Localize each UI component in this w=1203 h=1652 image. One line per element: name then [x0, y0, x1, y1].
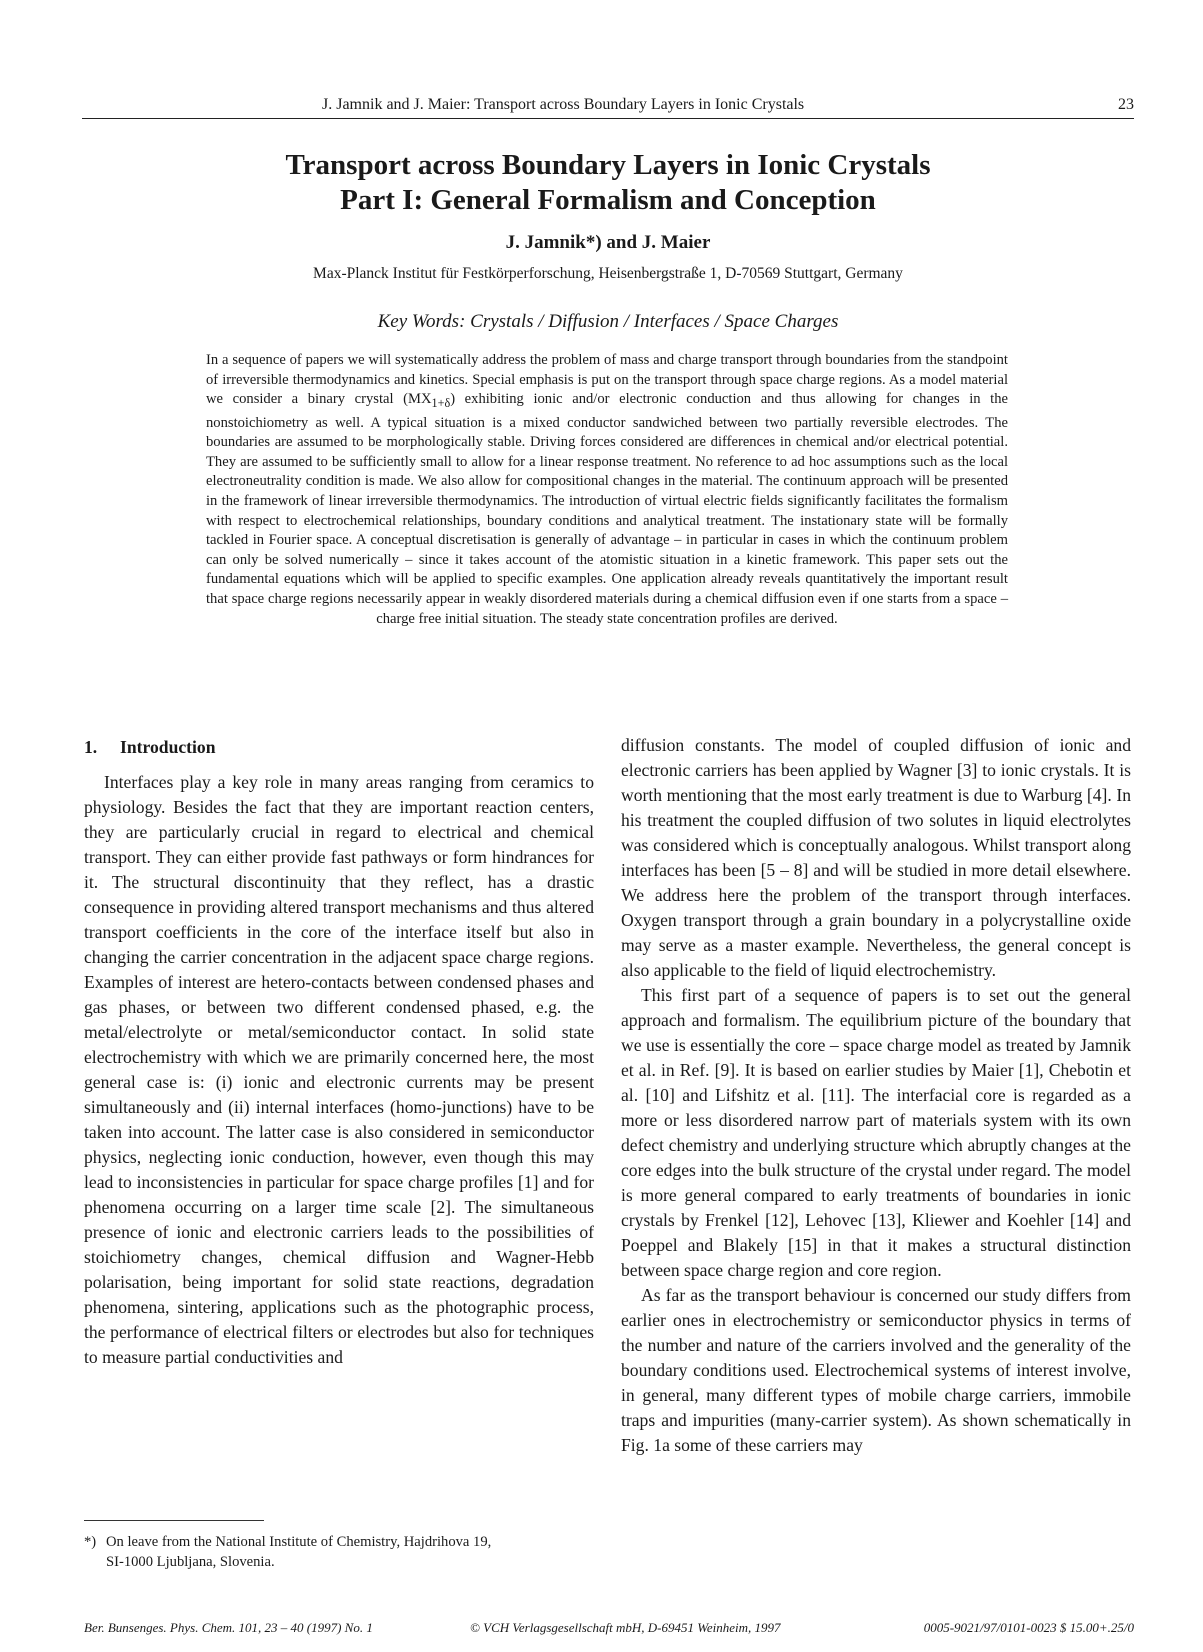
footer-copyright: © VCH Verlagsgesellschaft mbH, D-69451 Weinheim, 1997	[470, 1620, 781, 1635]
right-column	[621, 733, 1131, 1458]
paragraph: diffusion constants. The model of coupled diffusion of ionic and electronic carriers has been applied by Wagner [3] to ionic crystals. It is worth mentioning that the most early treatment is due to Warburg [4]. In his treatment the coupled diffusion of two solutes in liquid electrolytes was considered which is conceptually analogous. Whilst transport along interfaces has been [5 – 8] and will be studied in more detail elsewhere. We address here the problem of the transport through interfaces. Oxygen transport through a grain boundary in a polycrystalline oxide may serve as a master example. Nevertheless, the general concept is also applicable to the field of liquid electrochemistry.	[621, 735, 1131, 980]
running-head-text: J. Jamnik and J. Maier: Transport across Boundary Layers in Ionic Crystals	[322, 96, 805, 113]
paper-title	[82, 148, 1134, 218]
title-line-2: Part I: General Formalism and Conception	[340, 184, 876, 216]
paragraph: Interfaces play a key role in many areas ranging from ceramics to physiology. Besides the fact that they are important reaction centers, they are particularly crucial in regard to electrical and chemical transport. They can either provide fast pathways or form hindrances for it. The structural discontinuity that they reflect, has a drastic consequence in providing altered transport mechanisms and thus altered transport coefficients in the core of the interface itself but also in changing the carrier concentration in the adjacent space charge regions. Examples of interest are hetero-contacts between condensed phases and gas phases, or between two different condensed phased, e.g. the metal/electrolyte or metal/semiconductor contact. In solid state electrochemistry with which we are primarily concerned here, the most general case is: (i) ionic and electronic currents may be present simultaneously and (ii) internal interfaces (homo-junctions) have to be taken into account. The latter case is also considered in semiconductor physics, neglecting ionic conduction, however, even though this may lead to inconsistencies in particular for space charge profiles [1] and for phenomena occurring on a larger time scale [2]. The simultaneous presence of ionic and electronic carriers leads to the possibilities of stoichiometry changes, chemical diffusion and Wagner-Hebb polarisation, being important for solid state reactions, degradation phenomena, sintering, applications such as the photographic process, the performance of electrical filters or electrodes but also for techniques to measure partial conductivities and	[84, 772, 594, 1367]
section-number: 1.	[84, 737, 98, 757]
abstract-part-1: In a sequence of papers we will systematically address the problem of mass and charge transport through boundaries from the standpoint of irreversible thermodynamics and kinetics. Special emphasis is put on the transport through space charge regions. As a model material we consider a binary crystal (MX	[206, 352, 1008, 408]
footer-code: 0005-9021/97/0101-0023 $ 15.00+.25/0	[923, 1620, 1134, 1635]
footnote	[84, 1532, 594, 1572]
footer-journal: Ber. Bunsenges. Phys. Chem. 101, 23 – 40 (1997) No. 1	[84, 1620, 373, 1635]
abstract-part-2: ) exhibiting ionic and/or electronic conduction and thus allowing for changes in the nonstoichiometry as well. A typical situation is a mixed conductor sandwiched between two partially reversible electrodes. The boundaries are assumed to be morphologically stable. Driving forces considered are differences in chemical and/or electrical potential. They are assumed to be sufficiently small to allow for a linear response treatment. No reference to ad hoc assumptions such as the local electroneutrality condition is made. We also allow for compositional changes in the material. The continuum approach will be presented in the framework of linear irreversible thermodynamics. The introduction of virtual electric fields significantly facilitates the formalism with respect to electrochemical relationships, boundary conditions and analytical treatment. The instationary state will be formally tackled in Fourier space. A conceptual discretisation is generally of advantage – in particular in cases in which the continuum problem can only be solved numerically – since it takes account of the atomistic situation in a kinetic framework. This paper sets out the fundamental equations which will be applied to specific examples. One application already reveals quantitatively the important result that space charge regions necessarily appear in weakly disordered materials during a chemical diffusion even if one starts from a space – charge free initial situation. The steady state concentration profiles are derived.	[206, 391, 1009, 627]
footnote-line-2: SI-1000 Ljubljana, Slovenia.	[106, 1554, 275, 1570]
left-column	[84, 735, 594, 1370]
keywords: Key Words: Crystals / Diffusion / Interfaces / Space Charges	[377, 311, 839, 332]
title-line-1: Transport across Boundary Layers in Ionic Crystals	[285, 149, 931, 181]
footnote-divider	[84, 1520, 264, 1521]
affiliation: Max-Planck Institut für Festkörperforschung, Heisenbergstraße 1, D-70569 Stuttgart, Germany	[313, 265, 903, 282]
footnote-mark: *)	[84, 1534, 97, 1550]
footnote-line-1: On leave from the National Institute of Chemistry, Hajdrihova 19,	[106, 1534, 492, 1550]
abstract-formula-subscript: 1+δ	[431, 396, 451, 411]
authors: J. Jamnik*) and J. Maier	[505, 232, 711, 253]
section-title: Introduction	[120, 737, 216, 757]
abstract	[206, 351, 1008, 629]
section-heading	[84, 735, 594, 760]
running-head	[82, 92, 1134, 119]
paragraph: As far as the transport behaviour is concerned our study differs from earlier ones in electrochemistry or semiconductor physics in terms of the number and nature of the carriers involved and the generality of the boundary conditions used. Electrochemical systems of interest involve, in general, many different types of mobile charge carriers, immobile traps and impurities (many-carrier system). As shown schematically in Fig. 1a some of these carriers may	[621, 1285, 1131, 1455]
paragraph: This first part of a sequence of papers is to set out the general approach and formalism. The equilibrium picture of the boundary that we use is essentially the core – space charge model as treated by Jamnik et al. in Ref. [9]. It is based on earlier studies by Maier [1], Chebotin et al. [10] and Lifshitz et al. [11]. The interfacial core is regarded as a more or less disordered narrow part of materials system with its own defect chemistry and underlying structure which abruptly changes at the core edges into the bulk structure of the crystal under regard. The model is more general compared to early treatments of boundaries in ionic crystals by Frenkel [12], Lehovec [13], Kliewer and Koehler [14] and Poeppel and Blakely [15] in that it makes a structural distinction between space charge region and core region.	[621, 985, 1131, 1280]
page-number: 23	[1118, 96, 1134, 113]
